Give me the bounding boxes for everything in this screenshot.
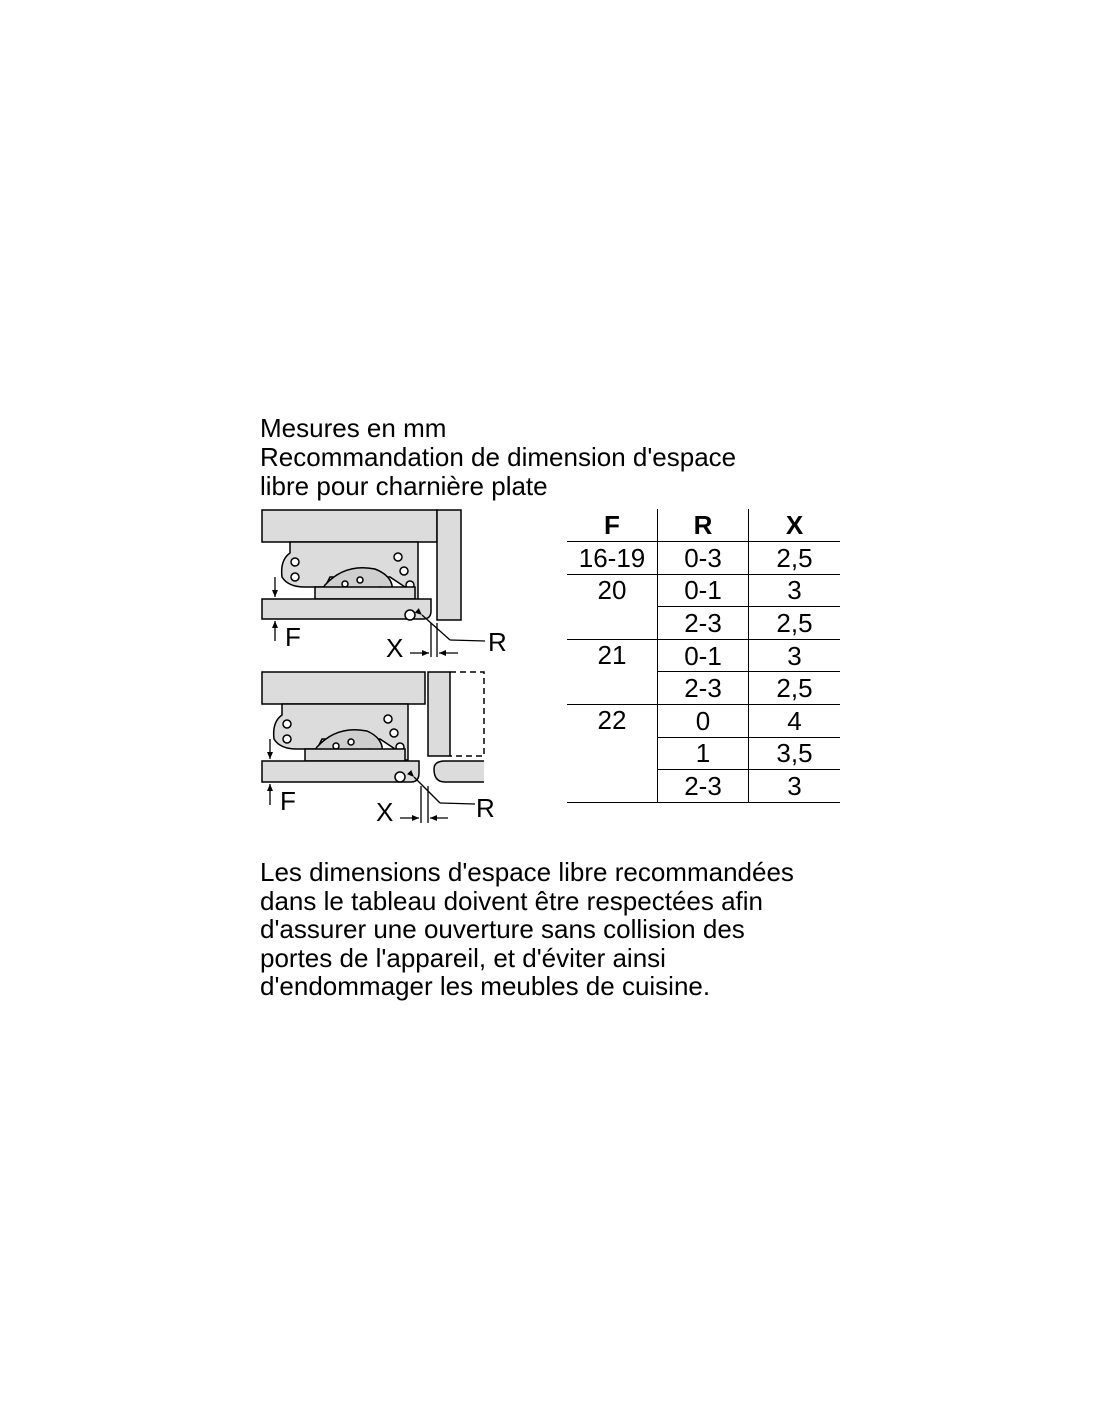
label-x-lower: X — [376, 797, 394, 827]
heading — [260, 414, 736, 501]
cell-r: 0-1 — [658, 639, 749, 672]
table-row — [567, 574, 840, 607]
label-x-upper: X — [386, 633, 404, 663]
adjacent-door — [434, 761, 484, 782]
cell-x: 4 — [749, 704, 841, 737]
cell-r: 2-3 — [658, 672, 749, 705]
cell-x: 2,5 — [749, 542, 841, 575]
label-f-lower: F — [280, 786, 296, 816]
table-row — [567, 639, 840, 672]
header-f: F — [567, 509, 658, 542]
hinge-diagram-upper — [262, 510, 461, 620]
side-wall — [437, 510, 461, 620]
cell-r: 2-3 — [658, 770, 749, 803]
heading-title-line1: Recommandation de dimension d'espace — [260, 442, 737, 472]
cell-r: 0-3 — [658, 542, 749, 575]
cabinet-top-panel — [262, 510, 437, 542]
note-line: portes de l'appareil, et d'éviter ainsi — [260, 942, 666, 973]
note-paragraph — [260, 858, 794, 1001]
hinge-diagram — [250, 505, 520, 835]
label-r-upper: R — [488, 627, 507, 657]
adjacent-furniture — [450, 672, 484, 756]
cell-r: 0 — [658, 704, 749, 737]
cell-r: 2-3 — [658, 607, 749, 640]
table-row — [567, 542, 840, 575]
cell-f: 20 — [567, 574, 658, 639]
side-wall-lower — [428, 672, 450, 756]
cell-x: 2,5 — [749, 607, 841, 640]
cell-f: 22 — [567, 704, 658, 802]
table-row — [567, 704, 840, 737]
heading-units: Mesures en mm — [260, 413, 447, 443]
heading-title-line2: libre pour charnière plate — [260, 471, 548, 501]
hinge-base-lower — [305, 749, 405, 761]
label-f-upper: F — [285, 622, 301, 652]
cabinet-top-panel-lower — [262, 672, 425, 704]
note-line: dans le tableau doivent être respectées afin — [260, 885, 764, 916]
cell-r: 1 — [658, 737, 749, 770]
header-r: R — [658, 509, 749, 542]
note-line: Les dimensions d'espace libre recommandées — [260, 857, 794, 887]
cell-f: 16-19 — [567, 542, 658, 575]
cell-x: 2,5 — [749, 672, 841, 705]
note-line: d'assurer une ouverture sans collision des — [260, 914, 745, 944]
label-r-lower: R — [476, 793, 495, 823]
header-x: X — [749, 509, 841, 542]
clearance-table — [567, 509, 840, 803]
cell-f: 21 — [567, 639, 658, 704]
cell-x: 3,5 — [749, 737, 841, 770]
cell-x: 3 — [749, 639, 841, 672]
cell-x: 3 — [749, 574, 841, 607]
table-header-row — [567, 509, 840, 542]
cell-r: 0-1 — [658, 574, 749, 607]
hinge-diagram-lower — [262, 672, 484, 782]
hinge-base — [315, 587, 415, 599]
note-line: d'endommager les meubles de cuisine. — [260, 971, 711, 1001]
cell-x: 3 — [749, 770, 841, 803]
